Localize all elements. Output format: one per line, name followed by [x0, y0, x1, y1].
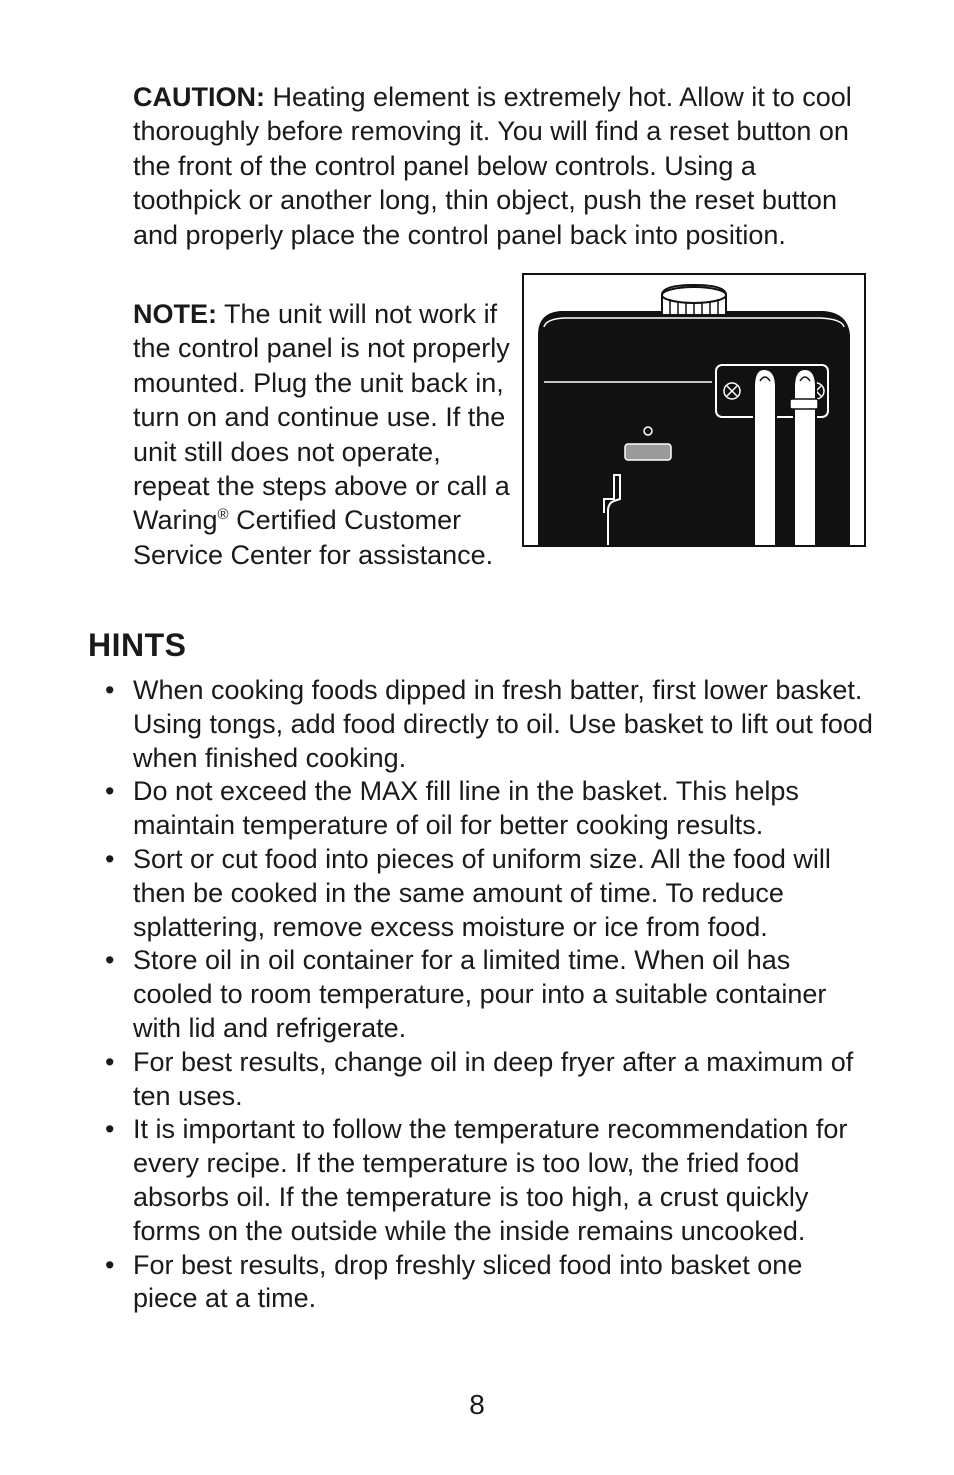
hint-item: • When cooking foods dipped in fresh batter, first lower basket. Using tongs, add food directly to oil. Use basket to lift out food when finished cooking.: [133, 674, 873, 775]
caution-text: Heating element is extremely hot. Allow it to cool thoroughly before removing it. You will find a reset button on the front of the control panel below controls. Using a toothpick or another long, thin object, push the reset button and properly place the control panel back into position.: [133, 82, 852, 250]
hint-item: • Do not exceed the MAX fill line in the basket. This helps maintain temperature of oil for better cooking results.: [133, 775, 873, 843]
control-panel-illustration: [522, 273, 866, 547]
note-text: The unit will not work if the control panel is not properly mounted. Plug the unit back in, turn on and continue use. If the unit still does not operate, repeat the steps above or call a Waring: [133, 299, 510, 536]
caution-paragraph: [133, 80, 853, 252]
element-clamp: [790, 399, 818, 409]
hint-item: • Sort or cut food into pieces of uniform size. All the food will then be cooked in the same amount of time. To reduce splattering, remove excess moisture or ice from food.: [133, 843, 873, 944]
page-number: 8: [469, 1389, 485, 1420]
heating-element-left: [754, 369, 776, 545]
indicator-light: [625, 444, 671, 460]
control-panel-drawing: [524, 275, 864, 545]
hints-heading: HINTS: [88, 627, 187, 663]
note-label: NOTE:: [133, 299, 217, 329]
registered-mark: ®: [217, 506, 229, 524]
hint-item: • For best results, drop freshly sliced food into basket one piece at a time.: [133, 1249, 873, 1317]
heating-element-right: [794, 369, 816, 545]
hint-item: • It is important to follow the temperature recommendation for every recipe. If the temperature is too low, the fried food absorbs oil. If the temperature is too high, a crust quickly forms on the outside while the inside remains uncooked.: [133, 1113, 873, 1248]
hint-item: • For best results, change oil in deep fryer after a maximum of ten uses.: [133, 1046, 873, 1114]
temperature-knob: [662, 285, 726, 315]
hints-list: [133, 674, 873, 1316]
note-paragraph: [133, 297, 518, 572]
screw-left-icon: [724, 383, 740, 399]
hint-item: • Store oil in oil container for a limited time. When oil has cooled to room temperature, pour into a suitable container with lid and refrigerate.: [133, 944, 873, 1045]
note-text-after: Certified Customer Service Center for assistance.: [133, 505, 494, 570]
reset-button-icon: [644, 427, 652, 435]
caution-label: CAUTION:: [133, 82, 265, 112]
